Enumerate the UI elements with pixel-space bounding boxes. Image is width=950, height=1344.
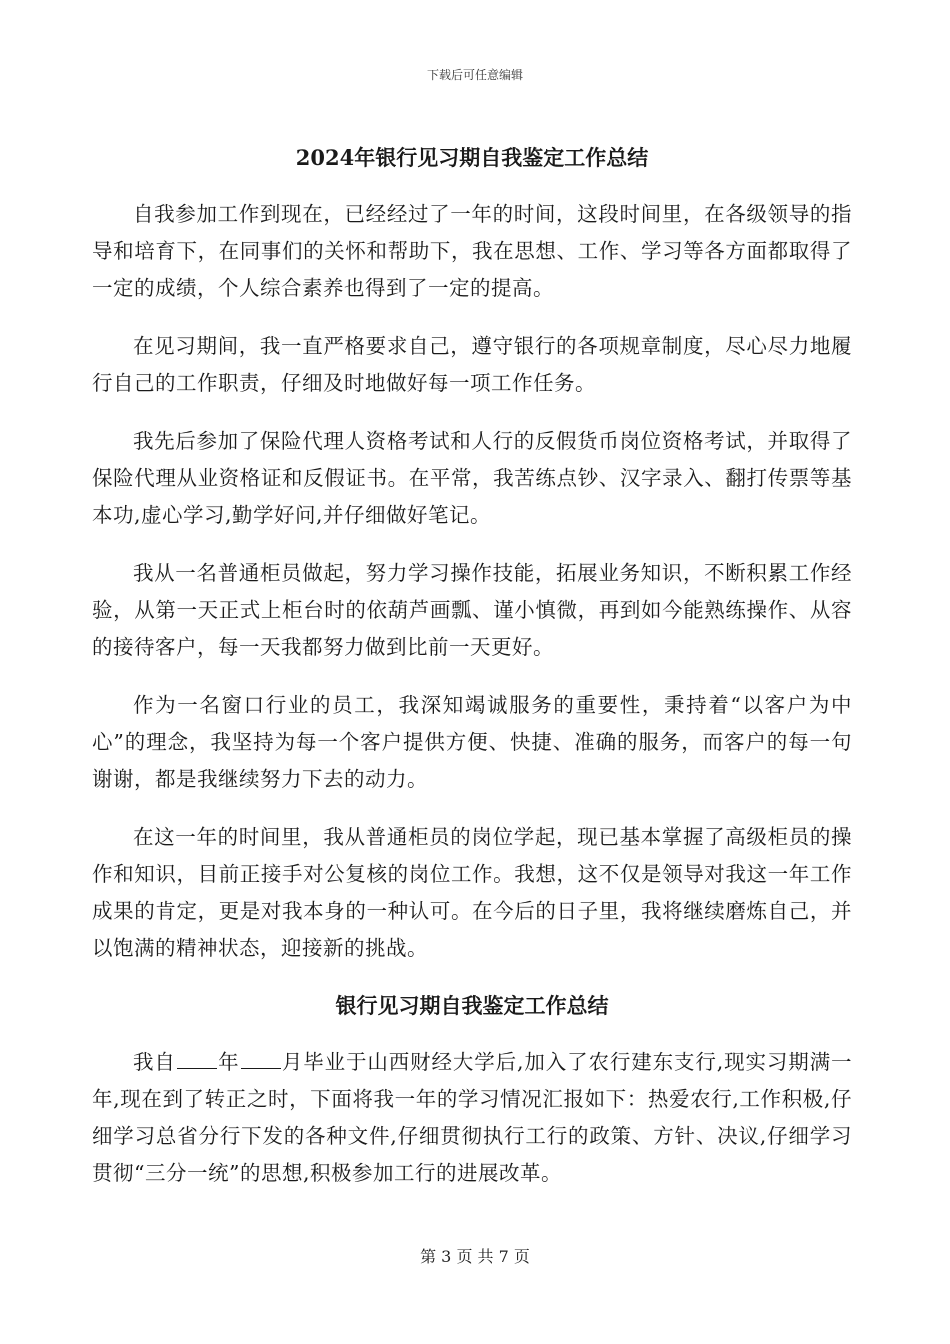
paragraph-4: 我从一名普通柜员做起，努力学习操作技能，拓展业务知识，不断积累工作经验，从第一天正式上柜台时的依葫芦画瓢、谨小慎微，再到如今能熟练操作、从容的接待客户，每一天我都努力做到比前一天更好。 <box>92 561 852 659</box>
paragraph-7-part2: 年 <box>217 1050 240 1074</box>
document-title: 2024年银行见习期自我鉴定工作总结 <box>295 145 649 170</box>
paragraph-6: 在这一年的时间里，我从普通柜员的岗位学起，现已基本掌握了高级柜员的操作和知识，目前正接手对公复核的岗位工作。我想，这不仅是领导对我这一年工作成果的肯定，更是对我本身的一种认可。在今后的日子里，我将继续磨炼自己，并以饱满的精神状态，迎接新的挑战。 <box>92 825 852 960</box>
month-blank <box>241 1048 281 1069</box>
paragraph-7-part3: 月毕业于山西财经大学后,加入了农行建东支行,现实习期满一年,现在到了转正之时，下面将我一年的学习情况汇报如下：热爱农行,工作积极,仔细学习总省分行下发的各种文件,仔细贯彻执行工行的政策、方针、决议,仔细学习贯彻“三分一统”的思想,积极参加工行的进展改革。 <box>92 1050 853 1185</box>
paragraph-5: 作为一名窗口行业的员工，我深知竭诚服务的重要性，秉持着“以客户为中心”的理念，我坚持为每一个客户提供方便、快捷、准确的服务，而客户的每一句谢谢，都是我继续努力下去的动力。 <box>92 693 852 791</box>
year-blank <box>177 1048 217 1069</box>
paragraph-3: 我先后参加了保险代理人资格考试和人行的反假货币岗位资格考试，并取得了保险代理从业资格证和反假证书。在平常，我苦练点钞、汉字录入、翻打传票等基本功,虚心学习,勤学好问,并仔细做好笔记。 <box>92 429 852 527</box>
page-footer: 第 3 页 共 7 页 <box>420 1247 530 1266</box>
paragraph-7-part1: 我自 <box>133 1050 176 1074</box>
paragraph-2: 在见习期间，我一直严格要求自己，遵守银行的各项规章制度，尽心尽力地履行自己的工作职责，仔细及时地做好每一项工作任务。 <box>92 334 852 395</box>
paragraph-1: 自我参加工作到现在，已经经过了一年的时间，这段时间里，在各级领导的指导和培育下，在同事们的关怀和帮助下，我在思想、工作、学习等各方面都取得了一定的成绩，个人综合素养也得到了一定的提高。 <box>92 202 852 300</box>
paragraph-7 <box>92 1044 852 1192</box>
page-header: 下载后可任意编辑 <box>426 68 523 82</box>
section-subtitle: 银行见习期自我鉴定工作总结 <box>335 993 609 1018</box>
document-body <box>92 140 852 1213</box>
